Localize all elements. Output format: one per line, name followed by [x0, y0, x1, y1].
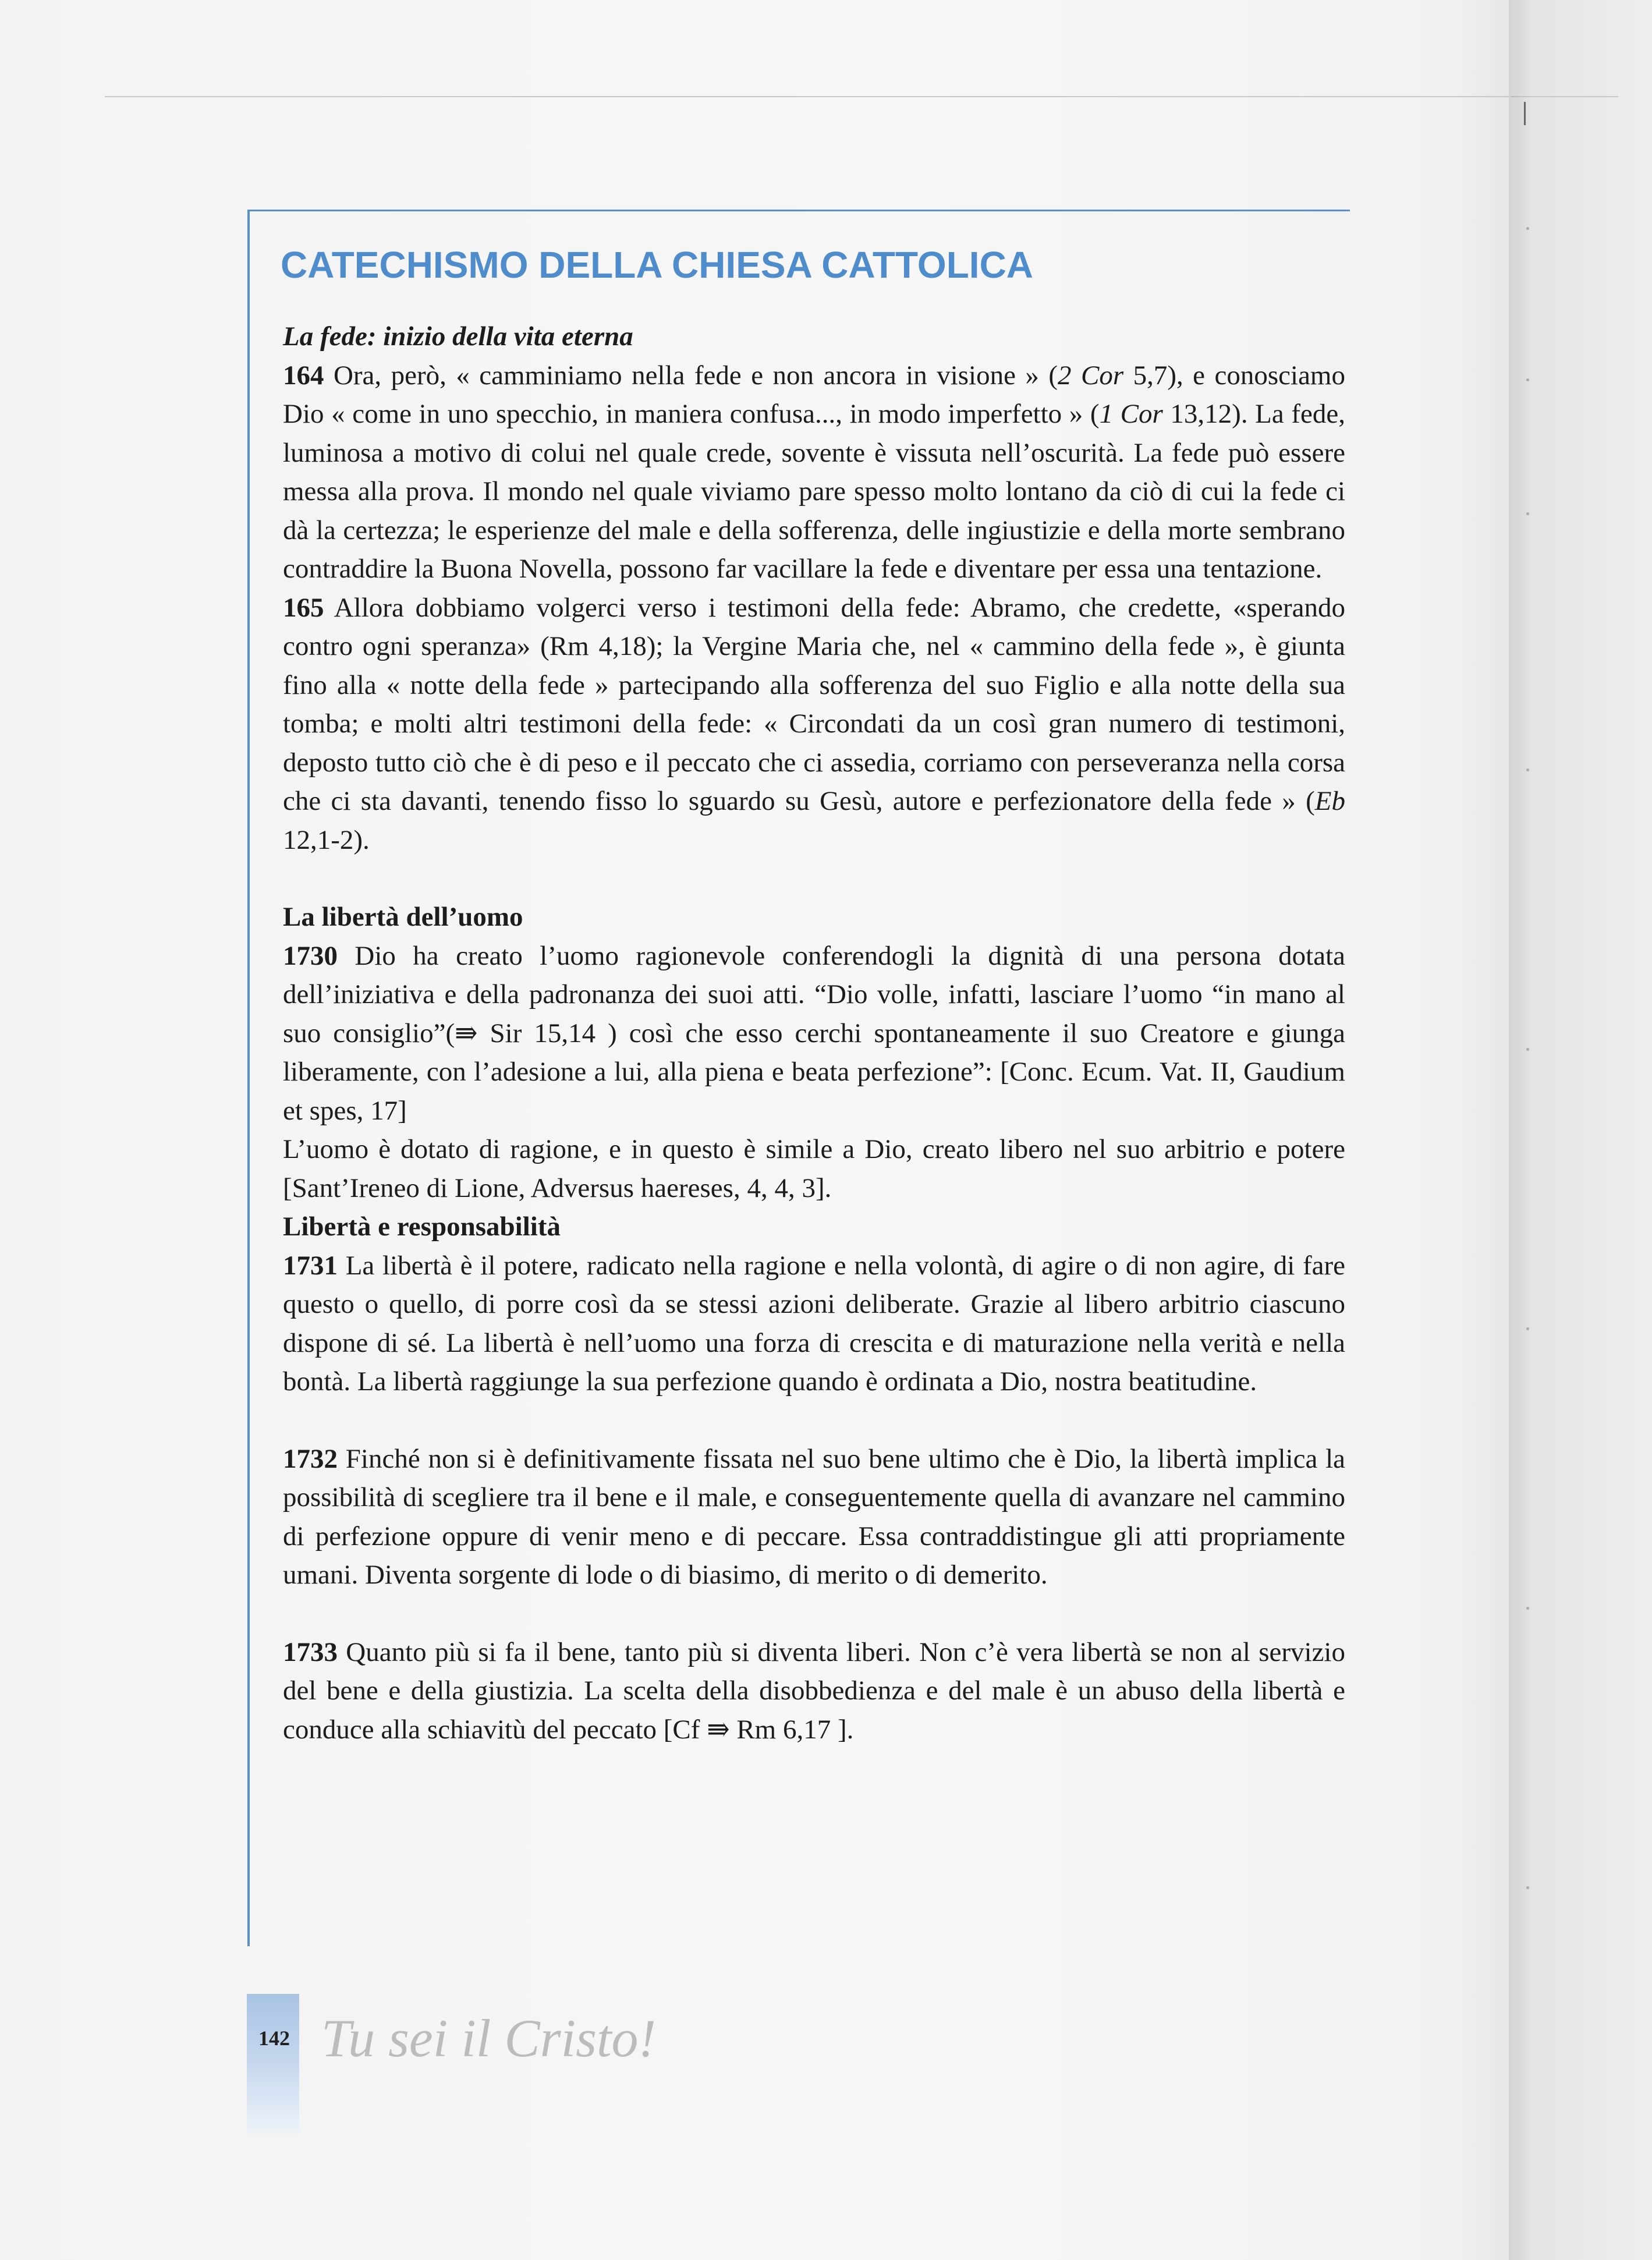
paragraph-text: 5,7), e conosciamo Dio « come in uno specchio, in maniera confusa..., in modo imperfetto » ( [283, 360, 1345, 429]
scripture-ref: Eb [1314, 786, 1345, 816]
paragraph-number: 164 [283, 360, 324, 391]
box-title: CATECHISMO DELLA CHIESA CATTOLICA [281, 244, 1033, 286]
section-heading-responsabilita: Libertà e responsabilità [283, 1212, 561, 1242]
catechism-box [247, 210, 1350, 1946]
paragraph-text: Dio ha creato l’uomo ragionevole conferendogli la dignità di una persona dotata dell’iniziativa e della padronanza dei suoi atti. “Dio volle, infatti, lasciare l’uomo “in mano al suo consiglio”( [283, 940, 1345, 1048]
scripture-ref: 2 Cor [1058, 360, 1124, 391]
spacer [283, 1595, 1345, 1633]
spacer [283, 859, 1345, 898]
cross-reference-arrow-icon: ⇛ [455, 1018, 478, 1048]
scripture-ref: 1 Cor [1099, 399, 1163, 429]
paragraph-text: 12,1-2). [283, 824, 370, 855]
paragraph-text: Sir 15,14 ) così che esso cerchi spontaneamente il suo Creatore e giunga liberamente, con l’adesione a lui, alla piena e beata perfezione”: [Conc. Ecum. Vat. II, Gaudium et spes, 17] [283, 1018, 1345, 1126]
binding-dot [1526, 768, 1529, 771]
paragraph-text: 13,12). La fede, luminosa a motivo di colui nel quale crede, sovente è vissuta nell’oscurità. La fede può essere messa alla prova. Il mondo nel quale viviamo pare spesso molto lontano da ciò di cui la fede ci dà la certezza; le esperienze del male e della sofferenza, delle ingiustizie e della morte sembrano contraddire la Buona Novella, possono far vacillare la fede e diventare per essa una tentazione. [283, 399, 1345, 584]
paragraph-164 [283, 356, 1345, 589]
paragraph-text: Quanto più si fa il bene, tanto più si diventa liberi. Non c’è vera libertà se non al servizio del bene e della giustizia. La scelta della disobbedienza e del male è un abuso della libertà e conduce alla schiavitù del peccato [Cf [283, 1636, 1345, 1745]
spacer [283, 1401, 1345, 1440]
paragraph-number: 1732 [283, 1443, 338, 1474]
paragraph-text: Allora dobbiamo volgerci verso i testimoni della fede: Abramo, che credette, «sperando contro ogni speranza» (Rm 4,18); la Vergine Maria che, nel « cammino della fede », è giunta fino alla « notte della fede » partecipando alla sofferenza del suo Figlio e alla notte della sua tomba; e molti altri testimoni della fede: « Circondati da un così gran numero di testimoni, deposto tutto ciò che è di peso e il peccato che ci assedia, corriamo con perseveranza nella corsa che ci sta davanti, tenendo fisso lo sguardo su Gesù, autore e perfezionatore della fede » ( [283, 592, 1345, 816]
binding-dot [1526, 1607, 1529, 1610]
top-rule [105, 96, 1618, 97]
cross-reference-arrow-icon: ⇛ [707, 1714, 730, 1745]
binding-dot [1526, 1327, 1529, 1330]
section-heading-liberta: La libertà dell’uomo [283, 902, 523, 932]
paragraph-1730-continued: L’uomo è dotato di ragione, e in questo è simile a Dio, creato libero nel suo arbitrio e potere [Sant’Ireneo di Lione, Adversus haereses, 4, 4, 3]. [283, 1134, 1345, 1203]
paragraph-number: 1730 [283, 940, 338, 971]
paragraph-text: La libertà è il potere, radicato nella ragione e nella volontà, di agire o di non agire, di fare questo o quello, di porre così da se stessi azioni deliberate. Grazie al libero arbitrio ciascuno dispone di sé. La libertà è nell’uomo una forza di crescita e di maturazione nella verità e nella bontà. La libertà raggiunge la sua perfezione quando è ordinata a Dio, nostra beatitudine. [283, 1250, 1345, 1397]
paragraph-text: Finché non si è definitivamente fissata nel suo bene ultimo che è Dio, la libertà implica la possibilità di scegliere tra il bene e il male, e conseguentemente quella di avanzare nel cammino di perfezione oppure di venir meno e di peccare. Essa contraddistingue gli atti propriamente umani. Diventa sorgente di lode o di biasimo, di merito o di demerito. [283, 1443, 1345, 1590]
paragraph-1733 [283, 1633, 1345, 1749]
paragraph-number: 1731 [283, 1250, 338, 1281]
crop-mark [1524, 102, 1526, 125]
paragraph-165 [283, 589, 1345, 860]
paragraph-1730 [283, 937, 1345, 1131]
paragraph-1731 [283, 1246, 1345, 1401]
box-content [283, 317, 1345, 1749]
page-edge-shadow [1511, 0, 1534, 2260]
paragraph-text: Rm 6,17 ]. [729, 1714, 854, 1745]
binding-dot [1526, 378, 1529, 381]
section-heading-fede: La fede: inizio della vita eterna [283, 321, 633, 352]
paragraph-number: 165 [283, 592, 324, 623]
paragraph-text: Ora, però, « camminiamo nella fede e non ancora in visione » ( [324, 360, 1058, 391]
running-title: Tu sei il Cristo! [321, 2009, 657, 2068]
binding-dot [1526, 512, 1529, 515]
page-number: 142 [258, 2027, 290, 2050]
footer-accent-bar [247, 1994, 299, 2134]
paragraph-number: 1733 [283, 1636, 338, 1667]
paragraph-1732 [283, 1440, 1345, 1595]
binding-dot [1526, 1886, 1529, 1889]
binding-dot [1526, 1048, 1529, 1051]
binding-dot [1526, 227, 1529, 230]
